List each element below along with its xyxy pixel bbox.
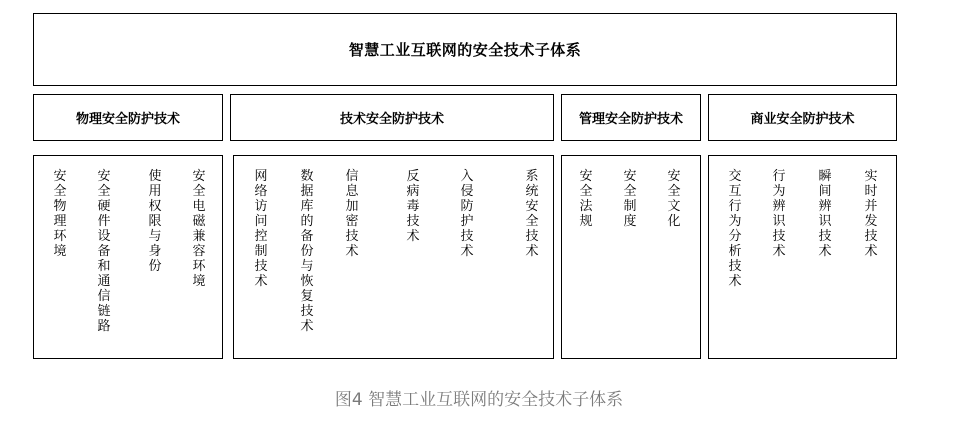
subitems-management (561, 155, 701, 359)
category-management-label: 管理安全防护技术 (578, 112, 683, 127)
category-physical-label: 物理安全防护技术 (75, 112, 180, 127)
root-title: 智慧工业互联网的安全技术子体系 (348, 41, 582, 59)
subitem-network-access-control: 网络访问控制技术 (254, 169, 268, 289)
subitem-instant-recognition: 瞬间辨识技术 (818, 169, 832, 259)
subitem-secure-hardware-links: 安全硬件设备和通信链路 (97, 169, 111, 334)
subitem-security-policy: 安全制度 (623, 169, 637, 229)
category-business (708, 94, 897, 141)
category-management (561, 94, 701, 141)
category-physical (33, 94, 223, 141)
subitem-system-security: 系统安全技术 (525, 169, 539, 259)
figure-caption: 图4 智慧工业互联网的安全技术子体系 (334, 390, 624, 410)
subitem-interaction-behavior-analysis: 交互行为分析技术 (728, 169, 742, 289)
subitem-security-regulations: 安全法规 (579, 169, 593, 229)
category-technical (230, 94, 554, 141)
subitem-realtime-concurrency: 实时并发技术 (864, 169, 878, 259)
category-business-label: 商业安全防护技术 (750, 112, 855, 127)
subitem-emc-environment: 安全电磁兼容环境 (192, 169, 206, 289)
subitems-technical (233, 155, 554, 359)
subitem-permissions-identity: 使用权限与身份 (148, 169, 162, 274)
subitem-intrusion-protection: 入侵防护技术 (460, 169, 474, 259)
subitem-antivirus: 反病毒技术 (406, 169, 420, 244)
subitem-secure-physical-environment: 安全物理环境 (53, 169, 67, 259)
root-node (33, 13, 897, 86)
subitems-business (708, 155, 897, 359)
subitem-information-encryption: 信息加密技术 (345, 169, 359, 259)
subitem-behavior-recognition: 行为辨识技术 (772, 169, 786, 259)
subitems-physical (33, 155, 223, 359)
subitem-database-backup-recovery: 数据库的备份与恢复技术 (300, 169, 314, 334)
category-technical-label: 技术安全防护技术 (339, 112, 444, 127)
subitem-security-culture: 安全文化 (667, 169, 681, 229)
